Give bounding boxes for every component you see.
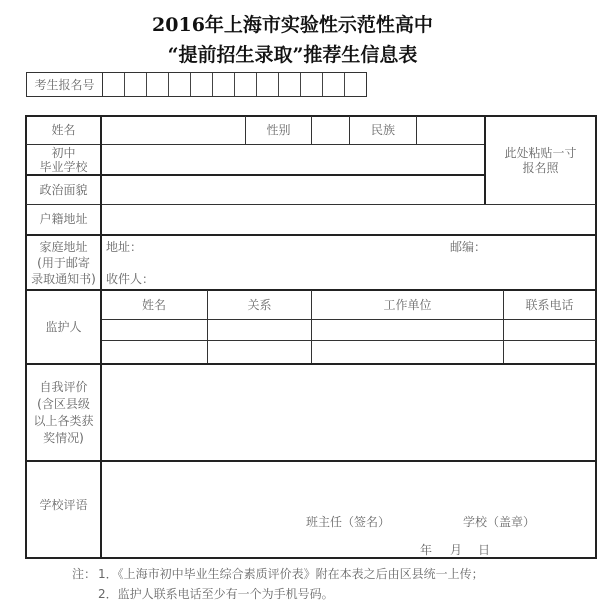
- guardian-header-relation: 关系: [247, 297, 272, 312]
- registration-digit-cell[interactable]: [125, 73, 147, 96]
- guardian-header-name: 姓名: [141, 297, 166, 312]
- hukou-address-field[interactable]: [101, 205, 595, 234]
- guardian2-name-field[interactable]: [101, 341, 207, 363]
- photo-instruction-line1: 此处粘贴一寸: [504, 145, 577, 160]
- school-label-line1: 初中: [51, 145, 76, 160]
- self-evaluation-label-line1: 自我评价: [39, 379, 88, 394]
- home-address-label-line1: 家庭地址: [39, 239, 88, 254]
- school-label: [27, 145, 100, 174]
- guardian1-name-field[interactable]: [101, 320, 207, 340]
- school-seal-label: 学校（盖章）: [463, 515, 536, 529]
- self-evaluation-label: [27, 365, 100, 460]
- home-address-label: [27, 236, 100, 289]
- ethnicity-label: 民族: [370, 123, 395, 137]
- registration-digit-cell[interactable]: [257, 73, 279, 96]
- registration-digit-cell[interactable]: [345, 73, 366, 96]
- photo-area[interactable]: [486, 117, 595, 204]
- gender-label: 性别: [266, 123, 291, 137]
- self-evaluation-field[interactable]: [101, 365, 595, 460]
- guardian2-employer-field[interactable]: [312, 341, 503, 363]
- registration-digit-cell[interactable]: [147, 73, 169, 96]
- guardian1-relation-field[interactable]: [208, 320, 311, 340]
- row-divider: [26, 234, 596, 236]
- registration-digit-cell[interactable]: [191, 73, 213, 96]
- postcode-field-label: 邮编：: [450, 240, 487, 254]
- note-item-2: 2．监护人联系电话至少有一个为手机号码。: [98, 587, 334, 601]
- school-label-line2: 毕业学校: [39, 159, 88, 174]
- home-address-label-line3: 录取通知书): [31, 271, 96, 286]
- date-year-label: 年: [420, 543, 433, 557]
- guardian2-phone-field[interactable]: [504, 341, 595, 363]
- registration-digit-cell[interactable]: [213, 73, 235, 96]
- recipient-field-label: 收件人：: [106, 272, 155, 286]
- guardian-label: 监护人: [45, 319, 82, 334]
- self-evaluation-label-line4: 奖情况): [43, 430, 84, 445]
- home-address-label-line2: (用于邮寄: [37, 255, 90, 270]
- political-status-field[interactable]: [101, 176, 484, 204]
- registration-number-label: 考生报名号: [27, 73, 103, 96]
- ethnicity-field[interactable]: [417, 117, 484, 144]
- hukou-address-label: 户籍地址: [39, 212, 88, 226]
- name-field[interactable]: [101, 117, 245, 144]
- self-evaluation-label-line2: (含区县级: [37, 396, 90, 411]
- registration-digit-cell[interactable]: [235, 73, 257, 96]
- name-label: 姓名: [51, 123, 76, 137]
- head-teacher-signature-label: 班主任（签名）: [306, 515, 391, 529]
- gender-field[interactable]: [312, 117, 349, 144]
- date-month-label: 月: [450, 543, 463, 557]
- notes-prefix: 注：: [72, 567, 97, 581]
- registration-digit-cell[interactable]: [169, 73, 191, 96]
- registration-digit-cell[interactable]: [301, 73, 323, 96]
- form-title-line2: “提前招生录取”推荐生信息表: [167, 44, 418, 66]
- form-title-line1: 2016年上海市实验性示范性高中: [152, 14, 433, 36]
- guardian-header-employer: 工作单位: [383, 297, 432, 312]
- school-comment-field[interactable]: [101, 462, 595, 512]
- guardian2-relation-field[interactable]: [208, 341, 311, 363]
- school-field[interactable]: [101, 145, 484, 174]
- guardian-header-phone: 联系电话: [525, 297, 574, 312]
- registration-number-box: [26, 72, 367, 97]
- address-field-label: 地址：: [106, 240, 143, 254]
- date-day-label: 日: [478, 543, 491, 557]
- school-comment-label: 学校评语: [39, 498, 88, 512]
- guardian1-phone-field[interactable]: [504, 320, 595, 340]
- registration-digit-cell[interactable]: [323, 73, 345, 96]
- political-status-label: 政治面貌: [39, 182, 88, 197]
- photo-instruction-line2: 报名照: [522, 160, 559, 175]
- note-item-1: 1．《上海市初中毕业生综合素质评价表》附在本表之后由区县统一上传；: [98, 567, 484, 581]
- registration-digit-cell[interactable]: [103, 73, 125, 96]
- guardian1-employer-field[interactable]: [312, 320, 503, 340]
- registration-digit-cell[interactable]: [279, 73, 301, 96]
- self-evaluation-label-line3: 以上各类获: [33, 413, 94, 428]
